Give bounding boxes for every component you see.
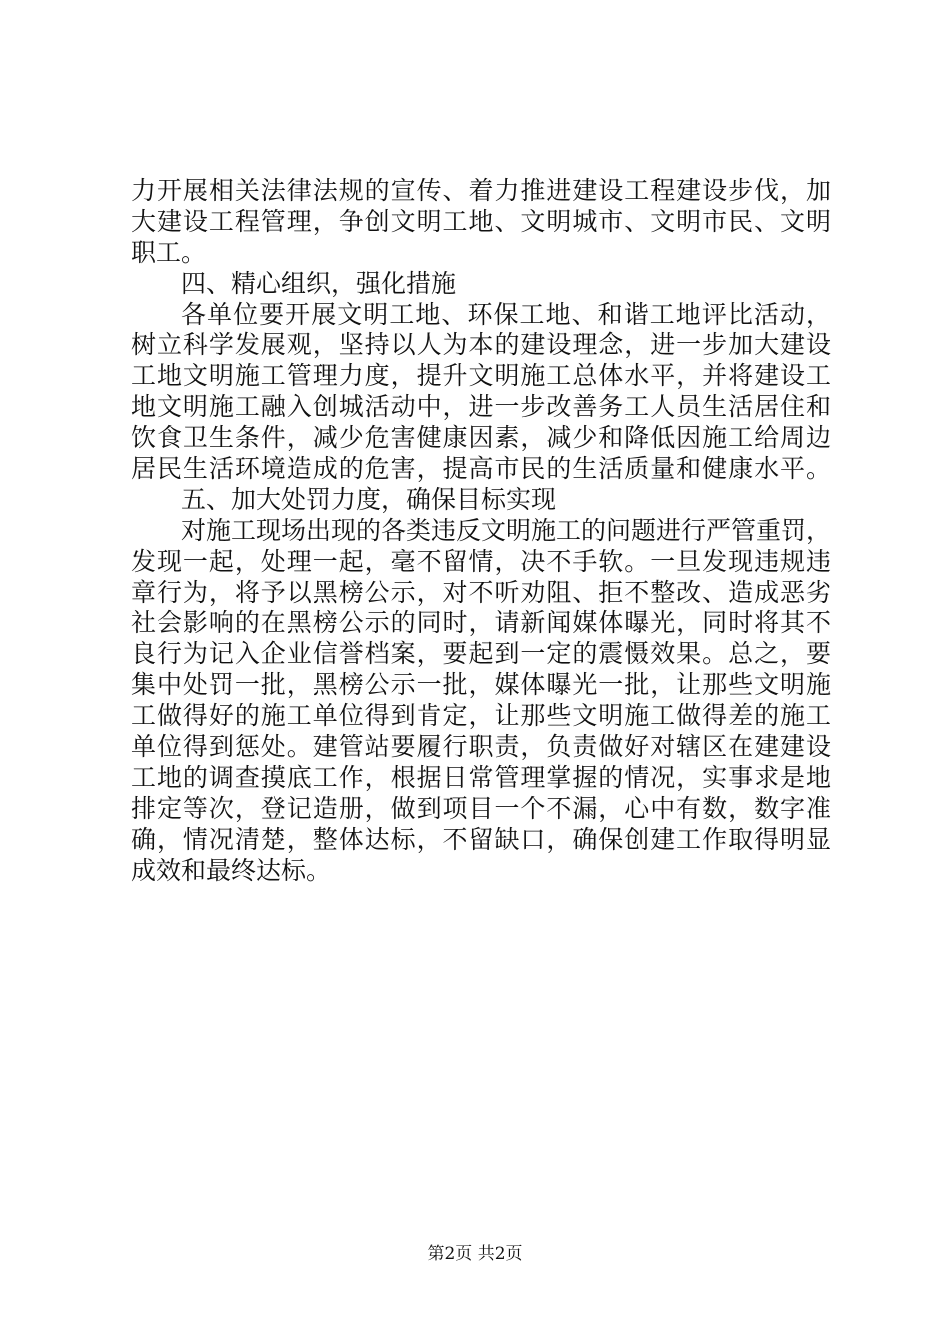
text-line: 章行为，将予以黑榜公示，对不听劝阻、拒不整改、造成恶劣 bbox=[131, 577, 831, 607]
text-line: 集中处罚一批，黑榜公示一批，媒体曝光一批，让那些文明施 bbox=[131, 670, 831, 700]
text-line: 社会影响的在黑榜公示的同时，请新闻媒体曝光，同时将其不 bbox=[131, 608, 831, 638]
page-number: 第2页 共2页 bbox=[427, 1244, 523, 1264]
text-line: 发现一起，处理一起，毫不留情，决不手软。一旦发现违规违 bbox=[131, 546, 831, 576]
text-line: 成效和最终达标。 bbox=[131, 855, 332, 885]
text-line: 对施工现场出现的各类违反文明施工的问题进行严管重罚， bbox=[181, 515, 832, 545]
text-line: 各单位要开展文明工地、环保工地、和谐工地评比活动， bbox=[181, 299, 831, 329]
text-line: 力开展相关法律法规的宣传、着力推进建设工程建设步伐，加 bbox=[131, 176, 831, 205]
text-line: 居民生活环境造成的危害，提高市民的生活质量和健康水平。 bbox=[131, 454, 831, 484]
text-line: 职工。 bbox=[131, 237, 207, 267]
text-line: 五、加大处罚力度，确保目标实现 bbox=[181, 484, 557, 514]
text-line: 良行为记入企业信誉档案，要起到一定的震慑效果。总之，要 bbox=[131, 639, 831, 669]
text-line: 地文明施工融入创城活动中，进一步改善务工人员生活居住和 bbox=[131, 392, 831, 422]
text-line: 四、精心组织，强化措施 bbox=[181, 268, 457, 298]
text-line: 单位得到惩处。建管站要履行职责，负责做好对辖区在建建设 bbox=[131, 732, 831, 762]
text-line: 排定等次，登记造册，做到项目一个不漏，心中有数，数字准 bbox=[131, 793, 831, 823]
document-body bbox=[131, 176, 831, 886]
text-line: 确，情况清楚，整体达标，不留缺口，确保创建工作取得明显 bbox=[131, 824, 831, 854]
text-line: 大建设工程管理，争创文明工地、文明城市、文明市民、文明 bbox=[131, 206, 831, 236]
text-line: 工地的调查摸底工作，根据日常管理掌握的情况，实事求是地 bbox=[131, 762, 831, 792]
page-footer bbox=[0, 1243, 950, 1265]
text-line: 工做得好的施工单位得到肯定，让那些文明施工做得差的施工 bbox=[131, 701, 831, 731]
text-line: 树立科学发展观，坚持以人为本的建设理念，进一步加大建设 bbox=[131, 330, 831, 360]
text-line: 饮食卫生条件，减少危害健康因素，减少和降低因施工给周边 bbox=[131, 423, 831, 453]
text-line: 工地文明施工管理力度，提升文明施工总体水平，并将建设工 bbox=[131, 361, 831, 391]
